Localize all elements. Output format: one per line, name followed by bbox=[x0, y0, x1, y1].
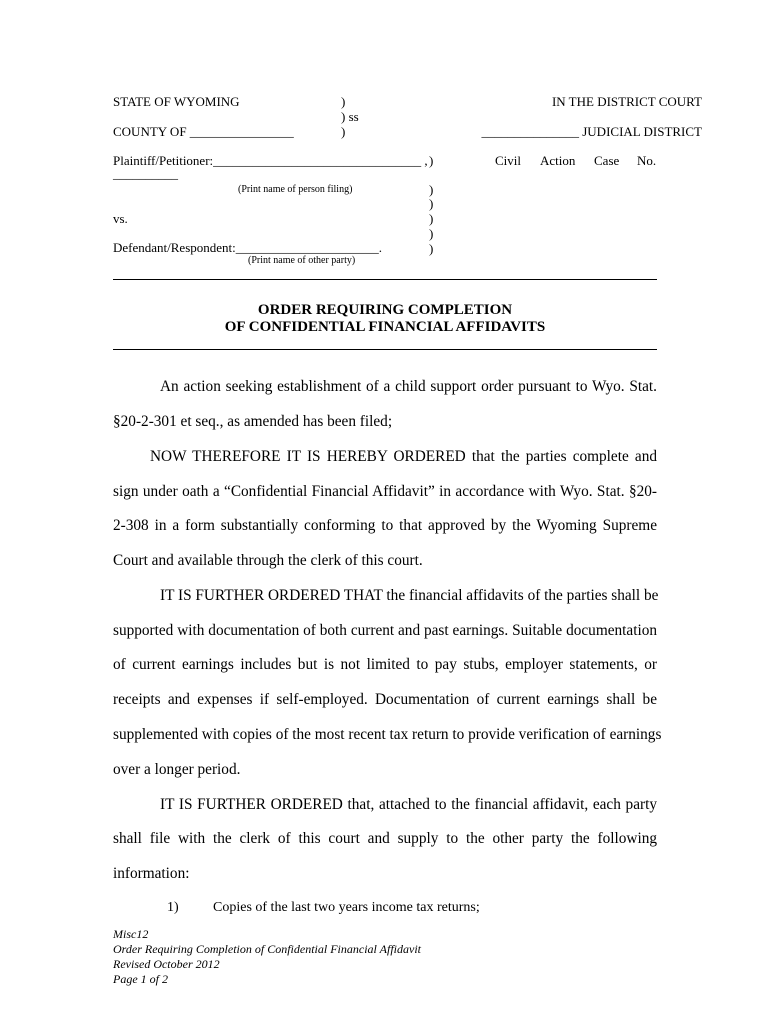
caption-paren: ) bbox=[429, 153, 434, 168]
divider bbox=[113, 349, 657, 350]
print-name-other-hint: (Print name of other party) bbox=[248, 255, 356, 266]
body-line: sign under oath a “Confidential Financial Affidavit” in accordance with Wyo. Stat. §20- bbox=[113, 483, 657, 500]
title-line-2: OF CONFIDENTIAL FINANCIAL AFFIDAVITS bbox=[224, 319, 546, 335]
footer-page-number: Page 1 of 2 bbox=[113, 972, 168, 986]
vs-label: vs. bbox=[113, 211, 128, 226]
footer-form-title: Order Requiring Completion of Confidential Financial Affidavit bbox=[113, 942, 421, 956]
caption-ss: ) ss bbox=[341, 109, 359, 124]
divider bbox=[113, 279, 657, 280]
civil-label: Civil bbox=[495, 153, 522, 168]
body-line: IT IS FURTHER ORDERED that, attached to the financial affidavit, each party bbox=[160, 796, 657, 813]
caption-paren: ) bbox=[429, 241, 434, 256]
print-name-filing-hint: (Print name of person filing) bbox=[238, 184, 353, 195]
county-label: COUNTY OF ________________ bbox=[113, 124, 294, 139]
state-label: STATE OF WYOMING bbox=[113, 94, 240, 109]
judicial-district-label: _______________ JUDICIAL DISTRICT bbox=[481, 124, 702, 139]
body-line: §20-2-301 et seq., as amended has been filed; bbox=[113, 413, 393, 430]
body-line: supplemented with copies of the most recent tax return to provide verification of earnings bbox=[113, 726, 662, 743]
body-line: NOW THEREFORE IT IS HEREBY ORDERED that the parties complete and bbox=[150, 448, 657, 465]
no-label: No. bbox=[637, 153, 657, 168]
body-line: over a longer period. bbox=[113, 761, 241, 778]
body-line: information: bbox=[113, 865, 190, 882]
case-number-blank: __________ bbox=[113, 166, 178, 181]
body-line: 2-308 in a form substantially conforming to that approved by the Wyoming Supreme bbox=[113, 517, 657, 534]
body-line: of current earnings includes but is not limited to pay stubs, employer statements, or bbox=[113, 656, 657, 673]
body-line: Court and available through the clerk of this court. bbox=[113, 552, 423, 569]
body-line: IT IS FURTHER ORDERED THAT the financial affidavits of the parties shall be bbox=[160, 587, 659, 604]
caption-paren: ) bbox=[429, 226, 434, 241]
action-label: Action bbox=[540, 153, 576, 168]
defendant-label: Defendant/Respondent:______________________. bbox=[113, 240, 382, 255]
caption-paren: ) bbox=[341, 124, 346, 139]
court-label: IN THE DISTRICT COURT bbox=[551, 94, 702, 109]
plaintiff-label: Plaintiff/Petitioner:________________________________ , bbox=[113, 153, 428, 168]
caption-paren: ) bbox=[429, 211, 434, 226]
footer-revised: Revised October 2012 bbox=[113, 957, 220, 971]
footer-form-id: Misc12 bbox=[113, 927, 149, 941]
caption-paren: ) bbox=[429, 196, 434, 211]
title-line-1: ORDER REQUIRING COMPLETION bbox=[257, 302, 513, 318]
body-line: receipts and expenses if self-employed. Documentation of current earnings shall be bbox=[113, 691, 657, 708]
body-line: shall file with the clerk of this court and supply to the other party the following bbox=[113, 830, 657, 847]
list-item-text: Copies of the last two years income tax returns; bbox=[213, 900, 480, 915]
caption-paren: ) bbox=[429, 182, 434, 197]
case-label: Case bbox=[594, 153, 620, 168]
body-line: An action seeking establishment of a child support order pursuant to Wyo. Stat. bbox=[160, 378, 657, 395]
caption-paren: ) bbox=[341, 94, 346, 109]
body-line: supported with documentation of both current and past earnings. Suitable documentation bbox=[113, 622, 657, 639]
list-item-number: 1) bbox=[167, 900, 179, 915]
